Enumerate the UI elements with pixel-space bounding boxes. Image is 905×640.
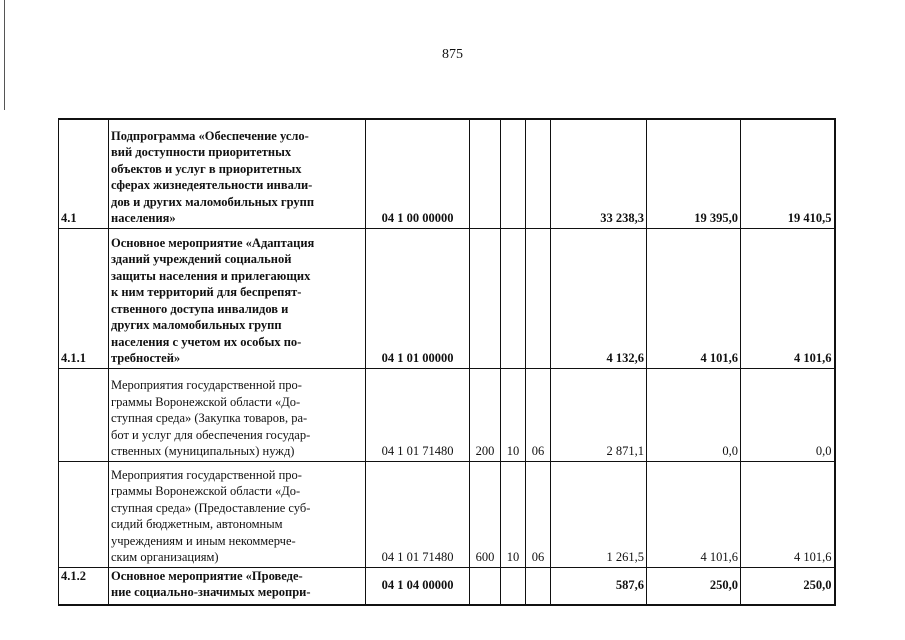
amount-year-1: 587,6 bbox=[551, 567, 647, 605]
amount-year-3: 4 101,6 bbox=[741, 461, 835, 567]
row-number: 4.1 bbox=[59, 119, 109, 228]
subsection: 06 bbox=[526, 461, 551, 567]
expense-type: 200 bbox=[470, 368, 501, 461]
amount-year-3: 0,0 bbox=[741, 368, 835, 461]
subsection: 06 bbox=[526, 368, 551, 461]
table-row bbox=[59, 567, 835, 605]
budget-code: 04 1 00 00000 bbox=[366, 119, 470, 228]
amount-year-2: 19 395,0 bbox=[647, 119, 741, 228]
amount-year-2: 250,0 bbox=[647, 567, 741, 605]
amount-year-3: 250,0 bbox=[741, 567, 835, 605]
budget-table bbox=[58, 118, 836, 606]
table-row bbox=[59, 368, 835, 461]
section bbox=[501, 567, 526, 605]
budget-code: 04 1 01 71480 bbox=[366, 461, 470, 567]
subsection bbox=[526, 228, 551, 368]
budget-code: 04 1 04 00000 bbox=[366, 567, 470, 605]
row-number bbox=[59, 461, 109, 567]
expense-type bbox=[470, 228, 501, 368]
subsection bbox=[526, 119, 551, 228]
page-number: 875 bbox=[442, 47, 463, 62]
row-name: Основное мероприятие «Адаптация зданий учреждений социальной защиты населения и прилегающих к ним территорий для беспрепят- ственного доступа инвалидов и других маломобильных групп населения с учетом их особых по- требностей» bbox=[109, 228, 366, 368]
row-number bbox=[59, 368, 109, 461]
row-number: 4.1.1 bbox=[59, 228, 109, 368]
row-number: 4.1.2 bbox=[59, 567, 109, 605]
row-name: Мероприятия государственной про- граммы Воронежской области «До- ступная среда» (Закупка товаров, ра- бот и услуг для обеспечения государ- ственных (муниципальных) нужд) bbox=[109, 368, 366, 461]
section bbox=[501, 119, 526, 228]
amount-year-2: 4 101,6 bbox=[647, 461, 741, 567]
expense-type bbox=[470, 119, 501, 228]
row-name: Подпрограмма «Обеспечение усло- вий доступности приоритетных объектов и услуг в приоритетных сферах жизнедеятельности инвали- дов и других маломобильных групп населения» bbox=[109, 119, 366, 228]
amount-year-1: 4 132,6 bbox=[551, 228, 647, 368]
expense-type bbox=[470, 567, 501, 605]
expense-type: 600 bbox=[470, 461, 501, 567]
table-row bbox=[59, 119, 835, 228]
amount-year-2: 0,0 bbox=[647, 368, 741, 461]
amount-year-2: 4 101,6 bbox=[647, 228, 741, 368]
subsection bbox=[526, 567, 551, 605]
amount-year-3: 19 410,5 bbox=[741, 119, 835, 228]
table-row bbox=[59, 461, 835, 567]
row-name: Основное мероприятие «Проведе- ние социально-значимых меропри- bbox=[109, 567, 366, 605]
section bbox=[501, 228, 526, 368]
section: 10 bbox=[501, 368, 526, 461]
table-row bbox=[59, 228, 835, 368]
budget-code: 04 1 01 00000 bbox=[366, 228, 470, 368]
row-name: Мероприятия государственной про- граммы Воронежской области «До- ступная среда» (Предоставление суб- сидий бюджетным, автономным учреждениям и иным некоммерче- ским организациям) bbox=[109, 461, 366, 567]
budget-code: 04 1 01 71480 bbox=[366, 368, 470, 461]
amount-year-3: 4 101,6 bbox=[741, 228, 835, 368]
section: 10 bbox=[501, 461, 526, 567]
amount-year-1: 33 238,3 bbox=[551, 119, 647, 228]
amount-year-1: 2 871,1 bbox=[551, 368, 647, 461]
amount-year-1: 1 261,5 bbox=[551, 461, 647, 567]
